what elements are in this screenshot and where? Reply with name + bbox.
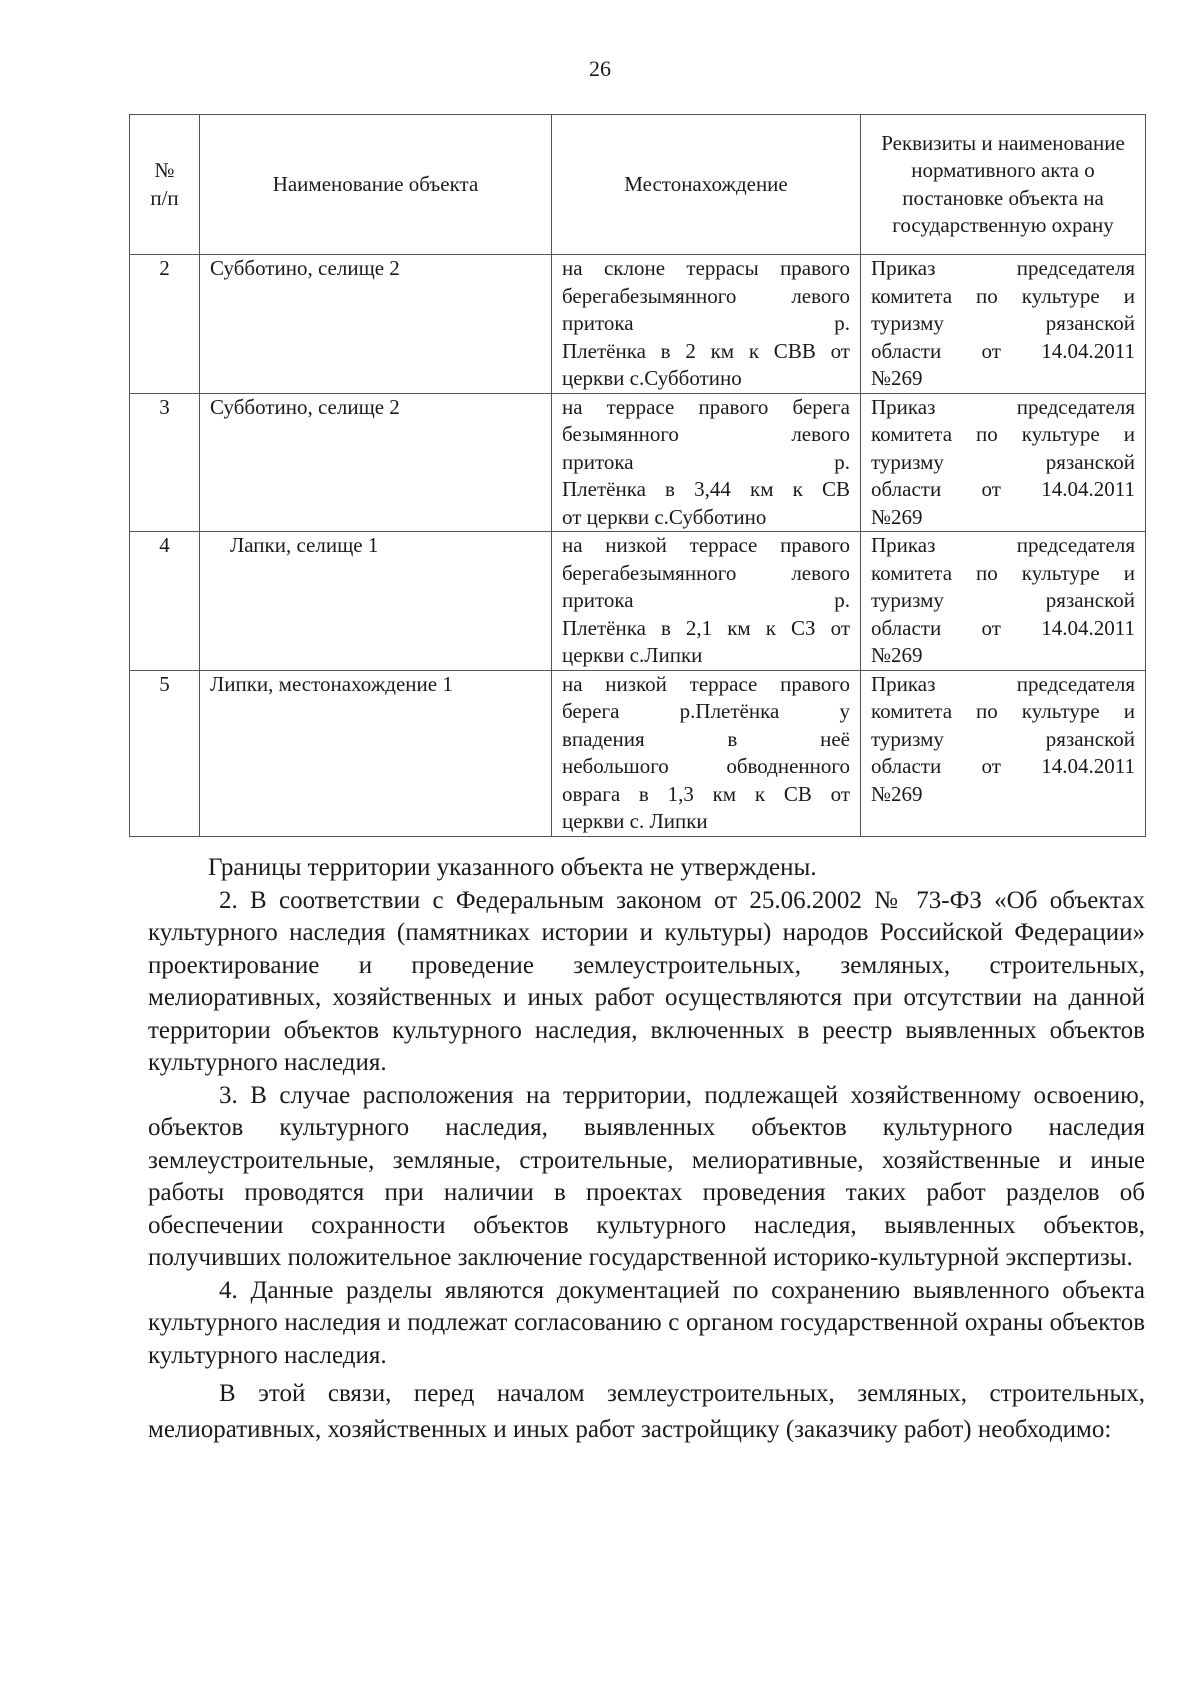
act-line: туризму рязанской	[871, 726, 1135, 751]
act-line: комитета по культуре и	[871, 422, 1135, 446]
act-line: туризму рязанской	[871, 449, 1135, 474]
paragraph-4: 4. Данные разделы являются документацией по сохранению выявленного объекта культурного наследия и подлежат согласованию с органом государственной охраны объектов культурного наследия.	[148, 1276, 1145, 1369]
location-line: на склоне террасы правого	[562, 256, 850, 280]
row-act	[861, 532, 1146, 671]
act-line: комитета по культуре и	[871, 560, 1135, 585]
row-object-name: Лапки, селище 1	[200, 532, 552, 671]
act-line: туризму рязанской	[871, 311, 1135, 335]
location-line: церкви с. Липки	[562, 809, 708, 833]
act-line: Приказ председателя	[871, 394, 1135, 419]
row-act	[861, 255, 1146, 394]
location-line: впадения в неё	[562, 726, 850, 751]
act-line: области от 14.04.2011	[871, 615, 1135, 640]
location-line: безымянного левого	[562, 422, 850, 446]
table-body	[130, 255, 1146, 837]
table-row	[130, 255, 1146, 394]
row-act	[861, 393, 1146, 532]
location-line: на террасе правого берега	[562, 394, 850, 419]
row-num: 5	[130, 670, 200, 836]
row-location	[552, 670, 861, 836]
location-line: Плетёнка в 2 км к СВВ от	[562, 338, 850, 363]
location-line: берегабезымянного левого	[562, 560, 850, 585]
act-line: области от 14.04.2011	[871, 338, 1135, 363]
paragraph-2: 2. В соответствии с Федеральным законом от 25.06.2002 № 73-ФЗ «Об объектах культурного наследия (памятниках истории и культуры) народов Российской Федерации» проектирование и проведение землеустроительных, земляных, строительных, мелиоративных, хозяйственных и иных работ осуществляются при отсутствии на данной территории объектов культурного наследия, включенных в реестр выявленных объектов культурного наследия.	[148, 886, 1145, 1076]
act-line: области от 14.04.2011	[871, 477, 1135, 501]
location-line: берега р.Плетёнка у	[562, 699, 850, 723]
row-object-name: Субботино, селище 2	[200, 255, 552, 394]
act-line: комитета по культуре и	[871, 699, 1135, 723]
header-num: № п/п	[130, 115, 200, 255]
header-location: Местонахождение	[552, 115, 861, 255]
location-line: на низкой террасе правого	[562, 671, 850, 696]
location-line: на низкой террасе правого	[562, 533, 850, 557]
location-line: притока р.	[562, 588, 850, 612]
header-act: Реквизиты и наименование нормативного акта о постановке объекта на государственную охрану	[861, 115, 1146, 255]
objects-table	[129, 114, 1146, 837]
act-line: Приказ председателя	[871, 671, 1135, 696]
location-line: церкви с.Липки	[562, 643, 703, 667]
location-line: притока р.	[562, 311, 850, 335]
location-line: оврага в 1,3 км к СВ от	[562, 781, 850, 806]
location-line: небольшого обводненного	[562, 754, 850, 778]
act-line: туризму рязанской	[871, 588, 1135, 612]
act-line: Приказ председателя	[871, 256, 1135, 280]
location-line: от церкви с.Субботино	[562, 504, 767, 529]
row-location	[552, 255, 861, 394]
row-num: 3	[130, 393, 200, 532]
paragraph-5: В этой связи, перед началом землеустроительных, земляных, строительных, мелиоративных, хозяйственных и иных работ застройщику (заказчику работ) необходимо:	[148, 1380, 1145, 1443]
paragraph-borders: Границы территории указанного объекта не утверждены.	[208, 854, 817, 881]
table-header-row	[130, 115, 1146, 255]
row-act	[861, 670, 1146, 836]
table-row	[130, 393, 1146, 532]
body-text	[148, 852, 1145, 1448]
page-number: 26	[589, 56, 611, 81]
location-line: Плетёнка в 2,1 км к СЗ от	[562, 615, 850, 640]
act-line: Приказ председателя	[871, 533, 1135, 557]
act-line: №269	[871, 504, 923, 529]
table-row	[130, 532, 1146, 671]
row-object-name: Липки, местонахождение 1	[200, 670, 552, 836]
location-line: Плетёнка в 3,44 км к СВ	[562, 477, 850, 501]
act-line: области от 14.04.2011	[871, 754, 1135, 778]
row-num: 4	[130, 532, 200, 671]
row-location	[552, 393, 861, 532]
paragraph-3: 3. В случае расположения на территории, подлежащей хозяйственному освоению, объектов культурного наследия, выявленных объектов культурного наследия землеустроительные, земляные, строительные, мелиоративные, хозяйственные и иные работы проводятся при наличии в проектах проведения таких работ разделов об обеспечении сохранности объектов культурного наследия, выявленных объектов, получивших положительное заключение государственной историко-культурной экспертизы.	[148, 1081, 1145, 1271]
row-num: 2	[130, 255, 200, 394]
table-row	[130, 670, 1146, 836]
row-location	[552, 532, 861, 671]
header-name: Наименование объекта	[200, 115, 552, 255]
act-line: №269	[871, 643, 923, 667]
row-object-name: Субботино, селище 2	[200, 393, 552, 532]
act-line: №269	[871, 366, 923, 390]
location-line: притока р.	[562, 449, 850, 474]
act-line: №269	[871, 781, 923, 806]
location-line: церкви с.Субботино	[562, 366, 742, 390]
act-line: комитета по культуре и	[871, 283, 1135, 308]
location-line: берегабезымянного левого	[562, 283, 850, 308]
